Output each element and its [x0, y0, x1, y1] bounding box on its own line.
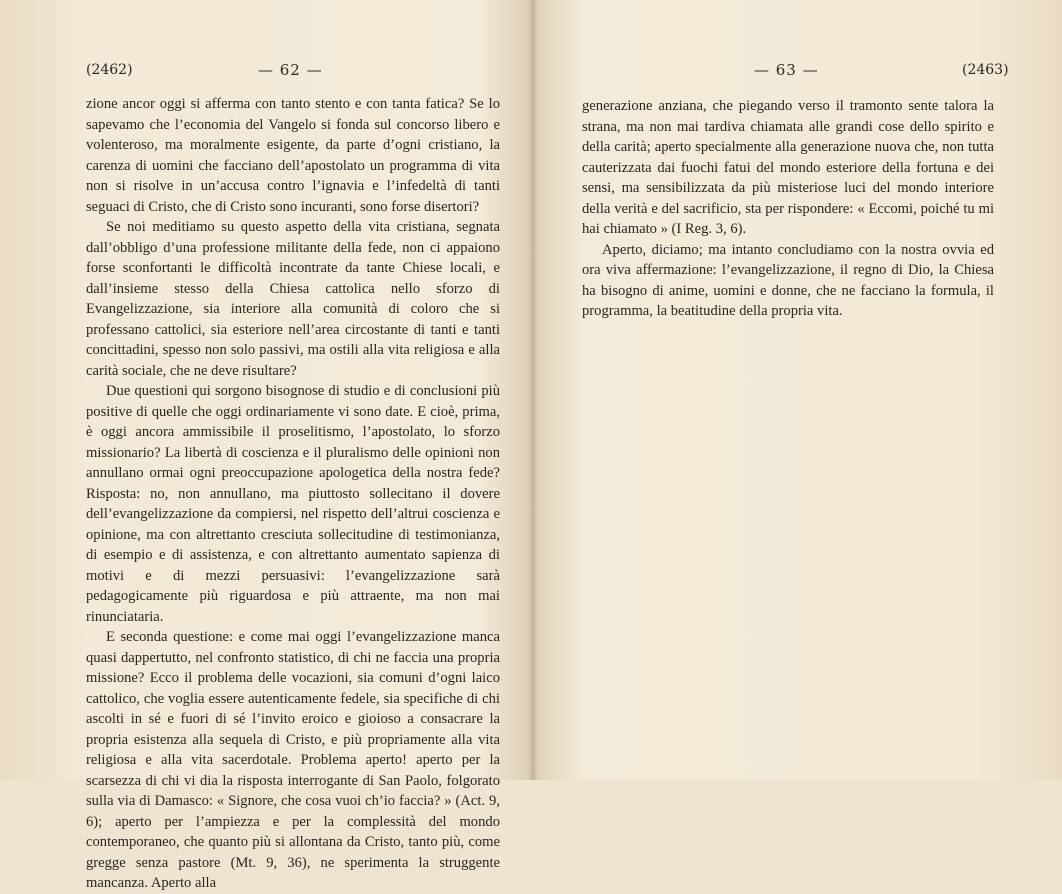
paragraph: Aperto, diciamo; ma intanto concludiamo con la nostra ovvia ed ora viva affermazione: l’evangelizzazione, il regno di Dio, la Chiesa ha bisogno di anime, uomini e donne, che ne facciano la formula, il programma, la beatitudine della propria vita.	[582, 241, 994, 319]
right-page	[538, 0, 1062, 780]
paragraph: generazione anziana, che piegando verso il tramonto sente talora la strana, ma non mai tardiva chiamata alle grandi cose dello spirito e della carità; aperto specialmente alla generazione nuova che, non tutta cauterizzata dai fuochi fatui del mondo esteriore della fortuna e dei sensi, ma sensibilizzata da più misteriose luci del mondo interiore della verità e del sacrificio, sta per rispondere: « Eccomi, poiché tu mi hai chiamato » (I Reg. 3, 6).	[582, 98, 994, 237]
left-page-code: (2462)	[86, 62, 133, 78]
paragraph: zione ancor oggi si afferma con tanto stento e con tanta fatica? Se lo sapevamo che l’economia del Vangelo si fonda sul concorso libero e volenteroso, ma moralmente esigente, da parte d’ogni cristiano, la carenza di uomini che facciano dell’apostolato un programma di vita non si risolve in un’accusa contro l’ignavia e l’infedeltà di tanti seguaci di Cristo, che di Cristo sono incuranti, sono forse disertori?	[86, 96, 500, 215]
left-page	[0, 0, 530, 891]
paragraph: Se noi meditiamo su questo aspetto della vita cristiana, segnata dall’obbligo d’una professione militante della fede, non ci appaiono forse sconfortanti le difficoltà incontrate da tante Chiese locali, e dall’insieme stesso della Chiesa cattolica nello sforzo di Evangelizzazione, sia interiore alla comunità di coloro che si professano cattolici, sia esteriore nell’area circostante di tanti e tanti concittadini, spesso non solo passivi, ma ostili alla vita religiosa e alla carità sociale, che ne deve risultare?	[86, 219, 500, 379]
right-page-code: (2463)	[962, 62, 1009, 78]
right-page-body	[582, 96, 994, 322]
paragraph: Due questioni qui sorgono bisognose di studio e di conclusioni più positive di quelle che oggi ordinariamente vi sono date. E cioè, prima, è oggi ancora ammissibile il proselitismo, l’apostolato, lo sforzo missionario? La libertà di coscienza e il pluralismo delle opinioni non annullano ormai ogni preoccupazione apologetica della nostra fede? Risposta: no, non annullano, ma piuttosto sollecitano il dovere dell’evangelizzazione da compiersi, nel rispetto dell’altrui coscienza e opinione, ma con altrettanto cresciuta sollecitudine di testimonianza, di esempio e di assistenza, e con altrettanto aumentato sapienza di motivi e di mezzi persuasivi: l’evangelizzazione sarà pedagogicamente più riguardosa e più attraente, ma non mai rinunciataria.	[86, 383, 500, 625]
paragraph: E seconda questione: e come mai oggi l’evangelizzazione manca quasi dappertutto, nel confronto statistico, di chi ne faccia una propria missione? Ecco il problema delle vocazioni, sia comuni d’ogni laico cattolico, che voglia essere autenticamente fedele, sia specifiche di chi ascolti in sé e fuori di sé l’invito eroico e gioioso a consacrare la propria esistenza alla sequela di Cristo, e più propriamente alla vita religiosa e alla vita sacerdotale. Problema aperto! aperto per la scarsezza di chi vi dia la risposta interrogante di San Paolo, folgorato sulla via di Damasco: « Signore, che cosa vuoi ch’io faccia? » (Act. 9, 6); aperto per l’ampiezza e per la complessità del mondo contemporaneo, che quanto più si allontana da Cristo, tanto più, come gregge senza pastore (Mt. 9, 36), ne sperimenta la struggente mancanza. Aperto alla	[86, 629, 500, 891]
left-page-number: — 62 —	[258, 61, 323, 79]
right-page-number: — 63 —	[754, 61, 819, 79]
left-page-body	[86, 94, 500, 894]
